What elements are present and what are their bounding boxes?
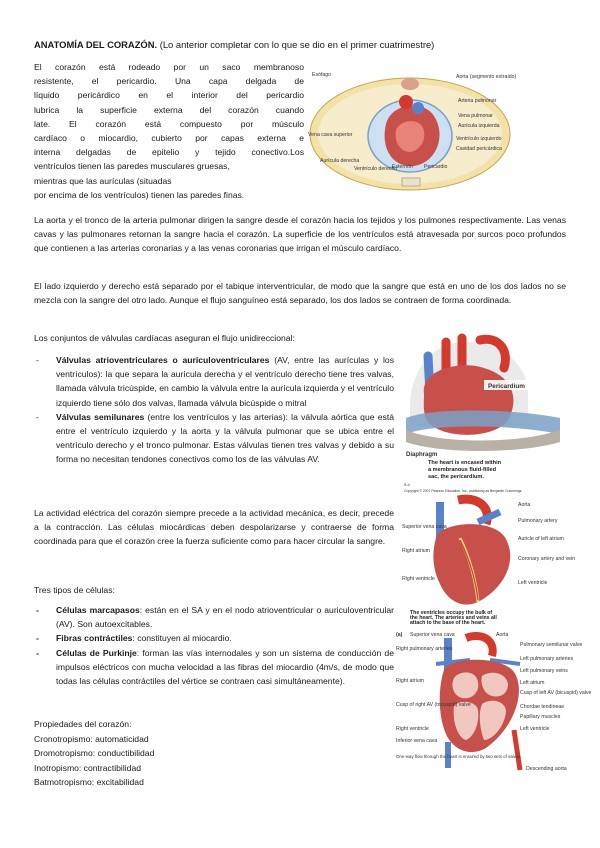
properties-title: Propiedades del corazón: bbox=[34, 719, 132, 729]
cells-intro: Tres tipos de células: bbox=[34, 585, 115, 595]
left-ventricle-chamber bbox=[480, 701, 506, 740]
fig4-label: Descending aorta bbox=[526, 766, 567, 772]
list-item bbox=[34, 646, 394, 689]
intro-line: mientras que las aurículas (situadas bbox=[34, 175, 172, 186]
cell-text: : están en el SA y en el nodo atrioventricular o auriculoventricular (AV). Son autoexcitables. bbox=[56, 605, 395, 630]
descending-aorta bbox=[514, 730, 520, 770]
fig4-label: One-way flow through the heart is ensured by two sets of valves. bbox=[396, 754, 522, 759]
fig1-label: Esófago bbox=[312, 72, 332, 78]
fig2-pericardium-label: Pericardium bbox=[488, 383, 525, 390]
fig1-label: Aurícula derecha bbox=[320, 158, 360, 164]
fig1-label: Esternón bbox=[392, 164, 413, 170]
heart-internal-illustration bbox=[396, 630, 592, 778]
fig4-label: Left ventricle bbox=[520, 726, 550, 732]
fig4-label: Superior vena cava bbox=[410, 632, 455, 638]
fig3-caption: The ventricles occupy the bulk of bbox=[410, 610, 493, 616]
property-item: Inotropismo: contractibilidad bbox=[34, 762, 141, 773]
fig1-label: Arteria pulmonar bbox=[458, 98, 497, 104]
list-item bbox=[34, 353, 394, 410]
valves-list bbox=[34, 353, 394, 467]
cell-text: : forman las vías internodales y son un sistema de conducción de impulsos eléctricos con mucha velocidad a las fibras del miocardio (4m/s, de modo que todas las células contráctiles del vértice se contraen casi simultáneamente). bbox=[56, 647, 394, 687]
intro-line: lubrica la superficie externa del corazón cuando bbox=[34, 104, 304, 115]
list-item bbox=[34, 603, 394, 631]
figure-heart-internal bbox=[396, 630, 592, 778]
intro-line: late. El corazón está compuesto por músculo bbox=[34, 118, 304, 129]
fig1-label: Vena pulmonar bbox=[458, 113, 493, 119]
fig1-label: Pericardio bbox=[424, 164, 448, 170]
list-bullet: - bbox=[36, 605, 39, 615]
intro-line: El corazón está rodeado por un saco membranoso bbox=[34, 62, 304, 72]
valve-text: (AV, entre las aurículas y los ventrículos): la que separa la aurícula derecha y el ventrículo derecho tiene tres valvas, llamada válvula tricúspide, en cambio la válvula entre la aurícula izquierda y el ventrículo izquierdo tiene sólo dos valvas, llamada válvula bicúspide o mitral bbox=[56, 355, 394, 408]
cell-term: Fibras contráctiles bbox=[56, 633, 133, 644]
fig1-label: Aorta (segmento extraído) bbox=[456, 74, 517, 80]
pulmonary-cut bbox=[412, 102, 424, 114]
figure-pericardium-section bbox=[306, 64, 516, 196]
fig4-label: Aorta bbox=[496, 632, 509, 638]
cell-term: Células de Purkinje bbox=[56, 647, 137, 658]
intro-line: ventrículos tienen las paredes musculares gruesas, bbox=[34, 161, 230, 172]
heart-pericardium-illustration bbox=[400, 334, 566, 496]
fig1-label: Aurícula izquierda bbox=[458, 123, 500, 129]
fig3-label: Coronary artery and vein bbox=[518, 556, 576, 562]
fig3-label: Pulmonary artery bbox=[518, 518, 558, 524]
paragraph-aorta: La aorta y el tronco de la arteria pulmonar dirigen la sangre desde el corazón hacia los tejidos y los pulmones respectivamente. Las venas cavas y las pulmonares retornan la sangre hacia el corazón. La superficie de los ventrículos está atravesada por surcos poco profundos que contienen a las arterias coronarias y a las venas coronarias que irrigan el músculo cardíaco. bbox=[34, 215, 566, 254]
fig1-label: Cavidad pericárdica bbox=[456, 146, 502, 152]
list-bullet: - bbox=[36, 647, 39, 658]
property-item: Cronotropismo: automaticidad bbox=[34, 733, 149, 744]
list-bullet: - bbox=[36, 411, 39, 422]
fig3-label: Aorta bbox=[518, 502, 531, 508]
fig4-label: Pulmonary semilunar valve bbox=[520, 642, 583, 648]
fig3-label: Right ventricle bbox=[402, 576, 435, 582]
list-item bbox=[34, 410, 394, 467]
figure-heart-external bbox=[400, 498, 576, 626]
fig4-label: Left pulmonary veins bbox=[520, 668, 568, 674]
fig3-caption: attach to the base of the heart. bbox=[410, 620, 486, 626]
fig4-label: Cusp of left AV (bicuspid) valve bbox=[520, 690, 592, 696]
intro-paragraph bbox=[34, 60, 304, 202]
fig3-caption: the heart. The arteries and veins all bbox=[410, 615, 497, 621]
aorta bbox=[466, 636, 493, 656]
list-bullet: - bbox=[36, 633, 39, 644]
cells-list bbox=[34, 603, 394, 688]
property-item: Batmotropismo: excitabilidad bbox=[34, 777, 144, 788]
intro-line: líquido pericárdico en el interior del pericardio bbox=[34, 90, 304, 101]
pulmonary-trunk bbox=[478, 512, 500, 522]
intro-line: interna delgadas de epitelio y tejido conectivo.Los bbox=[34, 147, 304, 158]
title-main: ANATOMÍA DEL CORAZÓN. bbox=[34, 39, 158, 50]
heart-properties bbox=[34, 717, 334, 790]
figure-heart-pericardium bbox=[400, 334, 566, 496]
fig2-caption: a membranous fluid-filled bbox=[428, 467, 497, 473]
aorta-cut bbox=[399, 95, 413, 109]
fig2-caption: sac, the pericardium. bbox=[428, 474, 484, 480]
list-bullet: - bbox=[36, 355, 39, 365]
page-title bbox=[34, 38, 434, 52]
list-item bbox=[34, 631, 394, 645]
fig3-label: Right atrium bbox=[402, 548, 430, 554]
fig2-diaphragm-label: Diaphragm bbox=[406, 452, 438, 458]
fig2-copyright: Copyright © 2007 Pearson Education, Inc., publishing as Benjamin Cummings. bbox=[404, 489, 523, 493]
fig3-label: Superior vena cava bbox=[402, 524, 447, 530]
fig2-code: 9-4 bbox=[404, 482, 410, 487]
fig4-label: Right ventricle bbox=[396, 726, 429, 732]
cell-text: : constituyen al miocardio. bbox=[132, 633, 232, 644]
title-note: (Lo anterior completar con lo que se dio en el primer cuatrimestre) bbox=[159, 39, 435, 50]
fig4-label: Left pulmonary arteries bbox=[520, 656, 574, 662]
fig4-label: Right pulmonary arteries bbox=[396, 646, 453, 652]
fig4-label: Papillary muscles bbox=[520, 714, 561, 720]
sternum bbox=[402, 178, 420, 186]
fig4-label: Chordae tendineae bbox=[520, 704, 565, 710]
fig1-label: Vena cava superior bbox=[308, 132, 353, 138]
esophagus bbox=[401, 78, 419, 90]
fig1-label: Ventrículo derecho bbox=[354, 166, 398, 172]
paragraph-electric: La actividad eléctrica del corazón siempre precede a la actividad mecánica, es decir, precede a la contracción. Las células miocárdicas deben despolarizarse y contraerse de forma coordinada para que el corazón cree la fuerza suficiente como para hacer circular la sangre. bbox=[34, 508, 394, 547]
valve-text: (entre los ventrículos y las arterias): la válvula aórtica que está entre el ventrículo izquierdo y la aorta y la válvula pulmonar que se ubica entre el ventrículo derecho y el tronco pulmonar. Estas válvulas tienen tres valvas y debido a su forma no necesitan tendones conectivos como los de las válvulas AV. bbox=[56, 411, 394, 465]
fig3-label: Auricle of left atrium bbox=[518, 536, 564, 542]
fig4-label: Cusp of right AV (tricuspid) valve bbox=[396, 702, 471, 708]
paragraph-septum: El lado izquierdo y derecho está separado por el tabique interventricular, de modo que la sangre que está en uno de los dos lados no se mezcla con la sangre del otro lado. Aunque el flujo sanguíneo está separado, los dos lados se contraen de forma coordinada. bbox=[34, 281, 566, 306]
fig3-label: Left ventricle bbox=[518, 580, 548, 586]
heart-external-illustration bbox=[400, 498, 576, 626]
pericardium-section-illustration bbox=[306, 64, 516, 196]
fig4-label: Left atrium bbox=[520, 680, 545, 686]
valves-intro: Los conjuntos de válvulas cardíacas aseguran el flujo unidireccional: bbox=[34, 333, 295, 343]
valve-term: Válvulas semilunares bbox=[56, 411, 145, 422]
fig1-label: Ventrículo izquierdo bbox=[456, 136, 502, 142]
fig4-label: Inferior vena cava bbox=[396, 738, 438, 744]
cell-term: Células marcapasos bbox=[56, 605, 140, 615]
property-item: Dromotropismo: conductibilidad bbox=[34, 748, 155, 759]
fig4-panel: (a) bbox=[396, 632, 403, 638]
fig4-label: Right atrium bbox=[396, 678, 424, 684]
valve-term: Válvulas atrioventriculares o auriculoventriculares bbox=[56, 355, 270, 365]
intro-line: cardíaco o miocardio, cubierto por capas externa e bbox=[34, 133, 304, 144]
intro-line: por encima de los ventrículos) tienen las paredes finas. bbox=[34, 189, 245, 200]
intro-line: resistente, el pericardio. Una capa delgada de bbox=[34, 76, 304, 87]
right-atrium-chamber bbox=[452, 672, 478, 698]
fig2-caption: The heart is encased within bbox=[428, 460, 502, 466]
